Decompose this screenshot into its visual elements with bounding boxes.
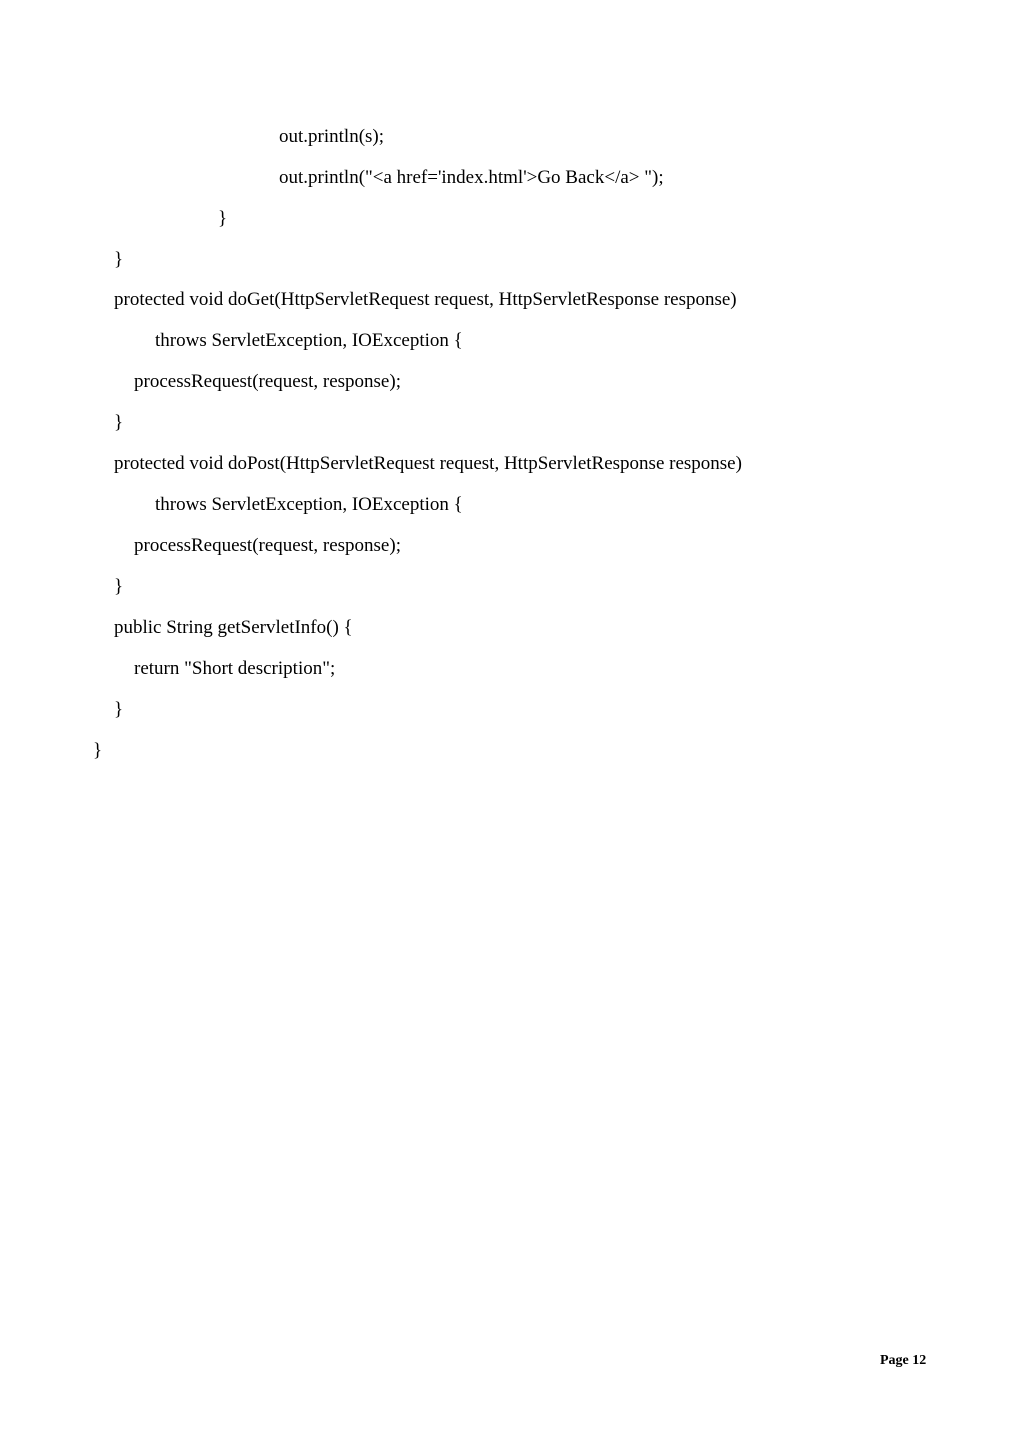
code-line-getservletinfo-signature: public String getServletInfo() { <box>114 617 353 638</box>
code-line-getservletinfo-body: return "Short description"; <box>134 658 336 679</box>
page-number: Page 12 <box>880 1353 927 1368</box>
code-line-doget-throws: throws ServletException, IOException { <box>155 330 463 351</box>
code-line-println-s: out.println(s); <box>279 126 385 147</box>
code-line-dopost-throws: throws ServletException, IOException { <box>155 494 463 515</box>
code-line-close-brace-method: } <box>114 249 124 270</box>
code-line-close-brace-inner: } <box>218 208 228 229</box>
code-line-dopost-body: processRequest(request, response); <box>134 535 401 556</box>
code-line-doget-signature: protected void doGet(HttpServletRequest request, HttpServletResponse response) <box>114 289 737 310</box>
code-line-class-close: } <box>93 740 103 761</box>
code-line-doget-close: } <box>114 412 124 433</box>
code-line-println-go-back: out.println("<a href='index.html'>Go Back</a> "); <box>279 167 664 188</box>
code-line-getservletinfo-close: } <box>114 699 124 720</box>
code-line-doget-body: processRequest(request, response); <box>134 371 401 392</box>
code-line-dopost-close: } <box>114 576 124 597</box>
code-line-dopost-signature: protected void doPost(HttpServletRequest request, HttpServletResponse response) <box>114 453 742 474</box>
